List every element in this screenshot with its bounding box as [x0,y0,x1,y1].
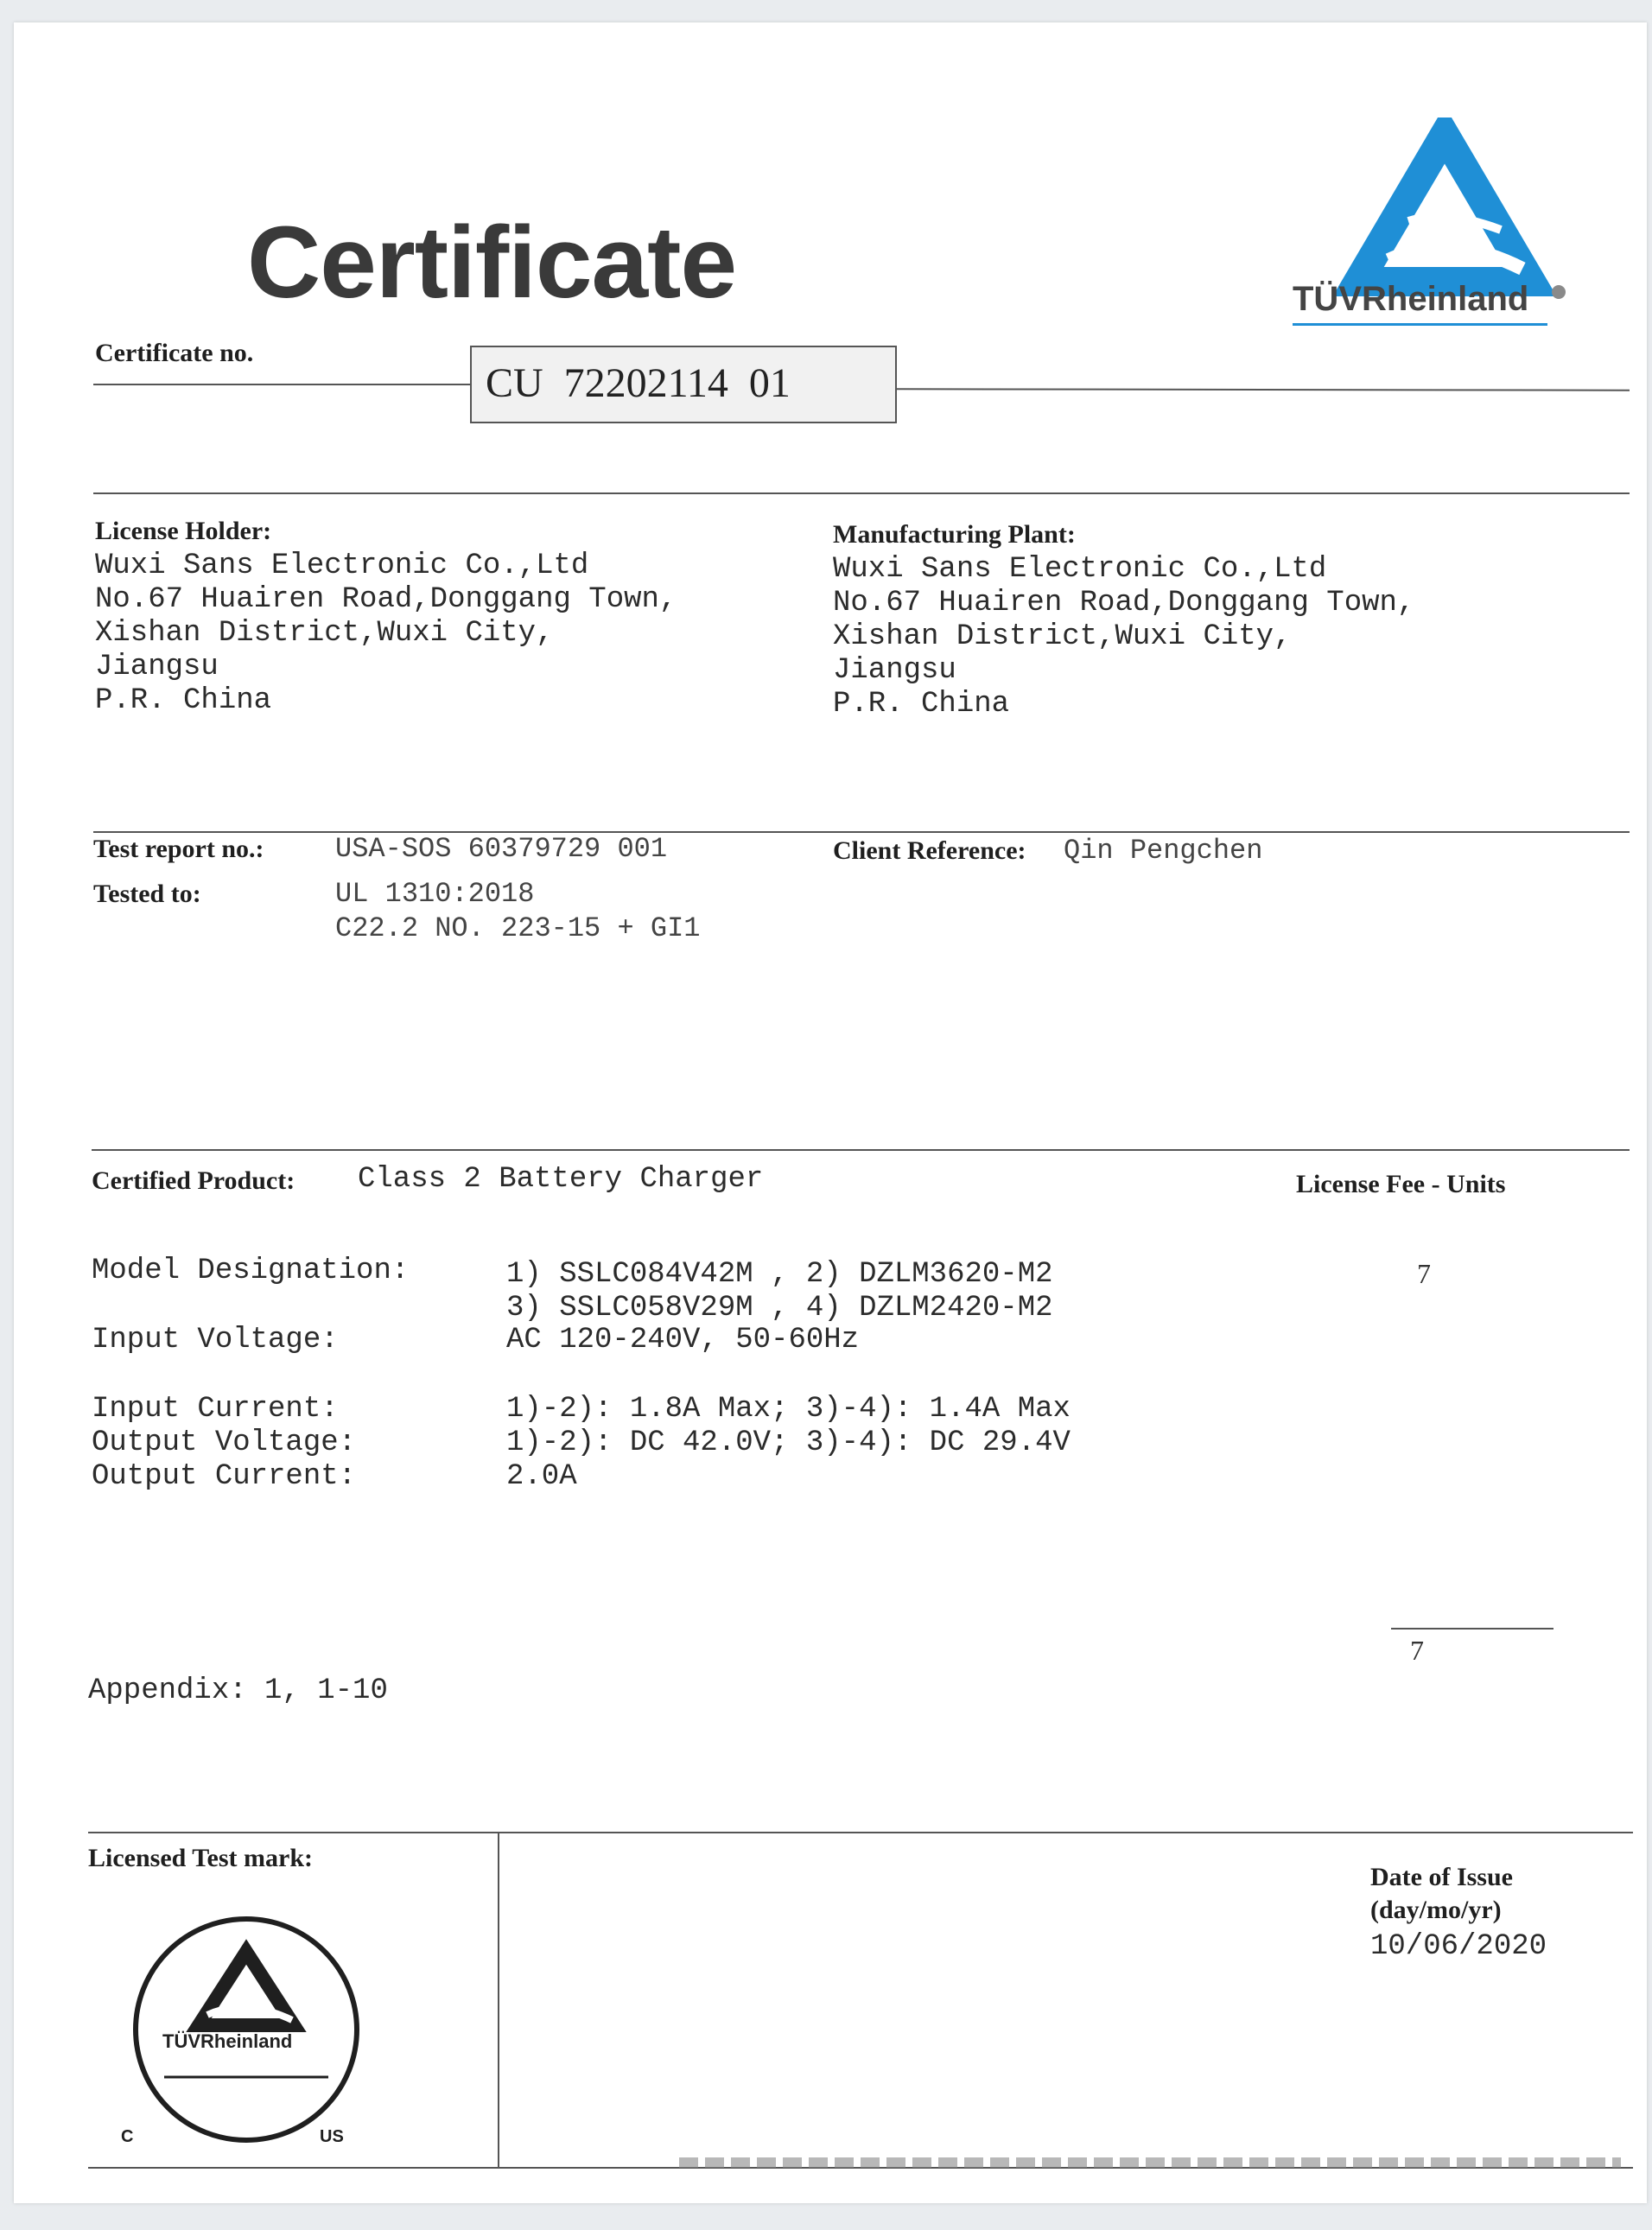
tuv-brand-name: TÜVRheinland [1293,280,1529,318]
divider [93,384,470,385]
license-fee-value: 7 [1417,1258,1431,1289]
test-report-value: USA-SOS 60379729 001 [335,833,668,865]
license-fee-label: License Fee - Units [1296,1170,1506,1198]
spec-value-input-current: 1)-2): 1.8A Max; 3)-4): 1.4A Max [506,1393,1071,1426]
spec-value-model: 1) SSLC084V42M , 2) DZLM3620-M2 [506,1258,1053,1291]
tuv-triangle-icon [1306,118,1583,299]
test-report-label: Test report no.: [93,835,264,863]
spec-value-output-current: 2.0A [506,1460,577,1493]
divider [498,1832,499,2169]
manufacturing-plant-label: Manufacturing Plant: [833,520,1076,549]
certificate-page [14,22,1647,2203]
spec-label-model: Model Designation: [92,1255,410,1287]
client-reference-value: Qin Pengchen [1064,835,1263,867]
test-mark-c: C [121,2127,134,2146]
page-title: Certificate [247,206,737,320]
test-mark-us: US [320,2127,344,2146]
tested-to-line: UL 1310:2018 [335,878,535,910]
date-of-issue-value: 10/06/2020 [1370,1930,1547,1963]
fee-total-rule [1391,1628,1554,1630]
license-holder-line: P.R. China [95,684,272,717]
test-mark-text: TÜVRheinland [162,2030,293,2052]
date-of-issue-format: (day/mo/yr) [1370,1896,1502,1924]
spec-label-input-voltage: Input Voltage: [92,1324,339,1356]
license-holder-line: Xishan District,Wuxi City, [95,617,554,650]
certified-product-label: Certified Product: [92,1166,295,1195]
license-fee-total: 7 [1410,1635,1424,1666]
tested-to-label: Tested to: [93,880,201,908]
footer-address-strip [679,2157,1621,2168]
tested-to-line: C22.2 NO. 223-15 + GI1 [335,912,701,944]
spec-label-output-voltage: Output Voltage: [92,1426,357,1459]
manufacturing-plant-line: Wuxi Sans Electronic Co.,Ltd [833,553,1327,586]
tuv-logo [1293,102,1569,335]
certificate-no-value: CU 72202114 01 [470,346,897,423]
client-reference-label: Client Reference: [833,836,1026,865]
certificate-no-label: Certificate no. [95,339,254,367]
test-mark-seal [107,1897,358,2148]
certified-product-value: Class 2 Battery Charger [358,1163,764,1196]
manufacturing-plant-line: Xishan District,Wuxi City, [833,620,1292,653]
divider [92,1149,1630,1151]
spec-label-output-current: Output Current: [92,1460,357,1493]
license-holder-line: No.67 Huairen Road,Donggang Town, [95,583,677,616]
brand-underline [1293,323,1547,326]
divider [897,388,1630,391]
manufacturing-plant-line: Jiangsu [833,654,956,687]
manufacturing-plant-line: No.67 Huairen Road,Donggang Town, [833,587,1415,619]
appendix: Appendix: 1, 1-10 [88,1674,388,1707]
spec-label-input-current: Input Current: [92,1393,339,1426]
license-holder-line: Jiangsu [95,651,219,683]
spec-value-input-voltage: AC 120-240V, 50-60Hz [506,1324,860,1356]
divider [88,1832,1633,1833]
divider [93,492,1630,494]
licensed-test-mark-label: Licensed Test mark: [88,1844,314,1872]
spec-value-model: 3) SSLC058V29M , 4) DZLM2420-M2 [506,1292,1053,1325]
date-of-issue-label: Date of Issue [1370,1863,1513,1891]
manufacturing-plant-line: P.R. China [833,688,1010,721]
divider [93,831,1630,833]
spec-value-output-voltage: 1)-2): DC 42.0V; 3)-4): DC 29.4V [506,1426,1071,1459]
license-holder-line: Wuxi Sans Electronic Co.,Ltd [95,550,589,582]
license-holder-label: License Holder: [95,517,272,545]
